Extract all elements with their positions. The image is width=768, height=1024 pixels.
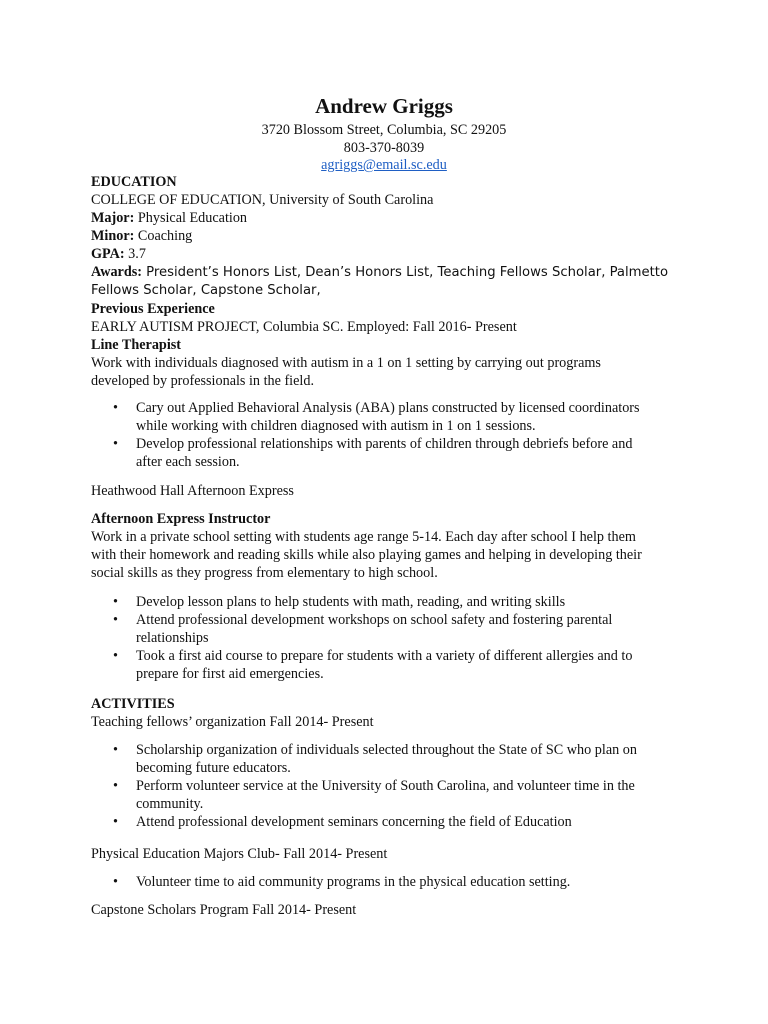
job1-desc: developed by professionals in the field. <box>91 373 315 389</box>
list-item: • Attend professional development seminars concerning the field of Education <box>91 813 691 831</box>
list-item: • Cary out Applied Behavioral Analysis (ABA) plans constructed by licensed coordinators while working with children diagnosed with autism in 1 on 1 sessions. <box>91 399 691 435</box>
major-label: Major: <box>91 210 135 226</box>
list-item: • Scholarship organization of individuals selected throughout the State of SC who plan on becoming future educators. <box>91 741 691 777</box>
list-item: • Develop lesson plans to help students with math, reading, and writing skills <box>91 593 691 611</box>
gpa-label: GPA: <box>91 246 125 262</box>
activities-section <box>91 695 691 731</box>
awards-line-2: Fellows Scholar, Capstone Scholar, <box>91 283 321 298</box>
education-heading: EDUCATION <box>91 174 177 190</box>
activity-title: Capstone Scholars Program Fall 2014- Present <box>91 902 357 918</box>
activity1-bullets <box>91 741 691 831</box>
activity2-bullets <box>91 873 691 891</box>
job2-title: Afternoon Express Instructor <box>91 511 271 527</box>
awards-line-1: President’s Honors List, Dean’s Honors List, Teaching Fellows Scholar, Palmetto <box>141 265 669 280</box>
minor-label: Minor: <box>91 228 135 244</box>
list-item: • Attend professional development workshops on school safety and fostering parental relationships <box>91 611 691 647</box>
list-item: • Perform volunteer service at the University of South Carolina, and volunteer time in the community. <box>91 777 691 813</box>
job2-desc: with their homework and reading skills while also playing games and helping in developing their <box>91 547 642 563</box>
activities-heading: ACTIVITIES <box>91 696 175 712</box>
candidate-name: Andrew Griggs <box>315 94 453 118</box>
education-section <box>91 173 691 390</box>
job2-desc: Work in a private school setting with students age range 5-14. Each day after school I help them <box>91 529 636 545</box>
job2-desc: social skills as they progress from elementary to high school. <box>91 565 438 581</box>
awards-row <box>91 263 691 282</box>
email-link[interactable]: agriggs@email.sc.edu <box>321 157 447 173</box>
job1-org: EARLY AUTISM PROJECT, Columbia SC. Employed: Fall 2016- Present <box>91 319 517 335</box>
job2-bullets <box>91 593 691 683</box>
college: COLLEGE OF EDUCATION, University of South Carolina <box>91 192 434 208</box>
gpa-value: 3.7 <box>124 246 146 262</box>
job1-title: Line Therapist <box>91 337 182 353</box>
list-item: • Volunteer time to aid community programs in the physical education setting. <box>91 873 691 891</box>
minor-value: Coaching <box>134 228 193 244</box>
job2-section <box>91 510 691 582</box>
phone-number: 803-370-8039 <box>343 140 425 156</box>
activity-title: Physical Education Majors Club- Fall 2014- Present <box>91 846 388 862</box>
activity-title: Teaching fellows’ organization Fall 2014- Present <box>91 714 374 730</box>
address: 3720 Blossom Street, Columbia, SC 29205 <box>261 122 507 138</box>
job2-org: Heathwood Hall Afternoon Express <box>91 483 294 499</box>
awards-label: Awards: <box>91 264 142 280</box>
minor-row <box>91 227 691 245</box>
job1-desc: Work with individuals diagnosed with autism in a 1 on 1 setting by carrying out programs <box>91 355 601 371</box>
list-item: • Develop professional relationships with parents of children through debriefs before and after each session. <box>91 435 691 471</box>
major-value: Physical Education <box>134 210 248 226</box>
gpa-row <box>91 245 691 263</box>
list-item: • Took a first aid course to prepare for students with a variety of different allergies and to prepare for first aid emergencies. <box>91 647 691 683</box>
job1-bullets <box>91 399 691 471</box>
major-row <box>91 209 691 227</box>
experience-heading: Previous Experience <box>91 301 215 317</box>
